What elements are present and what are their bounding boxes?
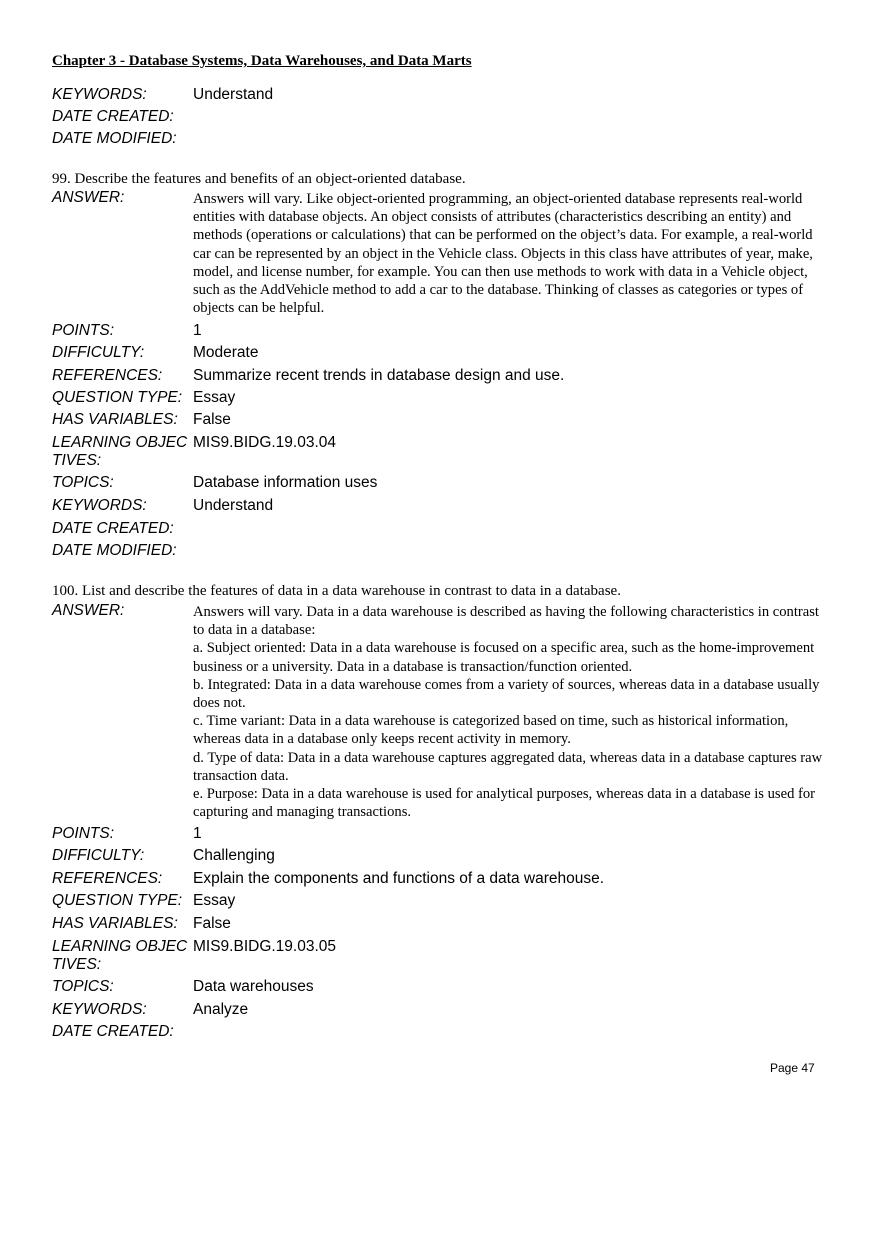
answer-line: e. Purpose: Data in a data warehouse is used for analytical purposes, whereas data in a database is used for capturing and managing transactions. [193,786,816,821]
answer-line: b. Integrated: Data in a data warehouse comes from a variety of sources, whereas data in a database usually does not. [193,676,820,712]
field-label: TOPICS: [52,474,114,491]
field-value: Essay [193,389,236,406]
field-label: KEYWORDS: [52,1001,147,1018]
field-label: REFERENCES: [52,367,163,384]
field-value: MIS9.BIDG.19.03.04 [193,434,337,451]
answer-paragraph: Answers will vary. Like object-oriented programming, an object-oriented database represents real-world entities with database objects. An object consists of attributes (characteristics describing an entity) and methods (operations or calculations) that can be performed on the object’s data. For example, a real-world car can be represented by an object in the Vehicle class. Objects in this class have attributes of year, make, model, and license number, for example. You can then use methods to work with data in a Vehicle object, such as the AddVehicle method to add a car to the database. Thinking of classes as categories or types of objects can be helpful. [193,191,813,317]
field-label: POINTS: [52,322,115,339]
q99-answer-row [52,189,832,319]
page-number: Page 47 [770,1061,815,1075]
field-value: False [193,915,231,932]
field-label: TOPICS: [52,978,114,995]
field-label: ANSWER: [52,602,125,619]
field-value: Analyze [193,1001,249,1018]
q99-answer-text [193,190,827,317]
field-label: DATE MODIFIED: [52,542,177,559]
field-value: Essay [193,892,236,909]
field-value: Challenging [193,847,275,864]
field-label: KEYWORDS: [52,86,147,103]
field-value: 1 [193,825,202,842]
answer-line: a. Subject oriented: Data in a data warehouse is focused on a specific area, such as the home-improvement business or a university. Data in a database is transaction/function oriented. [193,640,815,675]
answer-line: Answers will vary. Data in a data warehouse is described as having the following characteristics in contrast to data in a database: [193,604,819,639]
field-label: DATE CREATED: [52,108,174,125]
field-label: LEARNING OBJECTIVES: [52,938,188,973]
field-value: Moderate [193,344,259,361]
field-value: MIS9.BIDG.19.03.05 [193,938,337,955]
question-100-text: 100. List and describe the features of data in a data warehouse in contrast to data in a database. [52,583,621,599]
field-value: 1 [193,322,202,339]
answer-line: d. Type of data: Data in a data warehouse captures aggregated data, whereas data in a database captures raw transaction data. [193,749,823,784]
field-label: POINTS: [52,825,115,842]
chapter-title: Chapter 3 - Database Systems, Data Warehouses, and Data Marts [52,53,472,69]
field-label: DATE CREATED: [52,1023,174,1040]
field-value: Data warehouses [193,978,314,995]
field-value: Summarize recent trends in database design and use. [193,367,565,384]
field-label: DIFFICULTY: [52,847,145,864]
question-99-text: 99. Describe the features and benefits of an object-oriented database. [52,171,466,187]
field-label: DIFFICULTY: [52,344,145,361]
field-value: Database information uses [193,474,378,491]
field-label: HAS VARIABLES: [52,411,178,428]
field-value: Understand [193,86,274,103]
field-value: False [193,411,231,428]
answer-line: c. Time variant: Data in a data warehouse is categorized based on time, such as historical information, whereas data in a database only keeps recent activity in memory. [193,713,789,748]
q100-answer-text [193,603,827,821]
q100-answer-row [52,602,832,822]
field-label: LEARNING OBJECTIVES: [52,434,188,469]
field-label: DATE MODIFIED: [52,130,177,147]
field-label: HAS VARIABLES: [52,915,178,932]
field-label: QUESTION TYPE: [52,389,183,406]
field-label: REFERENCES: [52,870,163,887]
field-value: Understand [193,497,274,514]
field-label: DATE CREATED: [52,520,174,537]
field-label: KEYWORDS: [52,497,147,514]
field-value: Explain the components and functions of a data warehouse. [193,870,605,887]
field-label: QUESTION TYPE: [52,892,183,909]
field-label: ANSWER: [52,189,125,206]
